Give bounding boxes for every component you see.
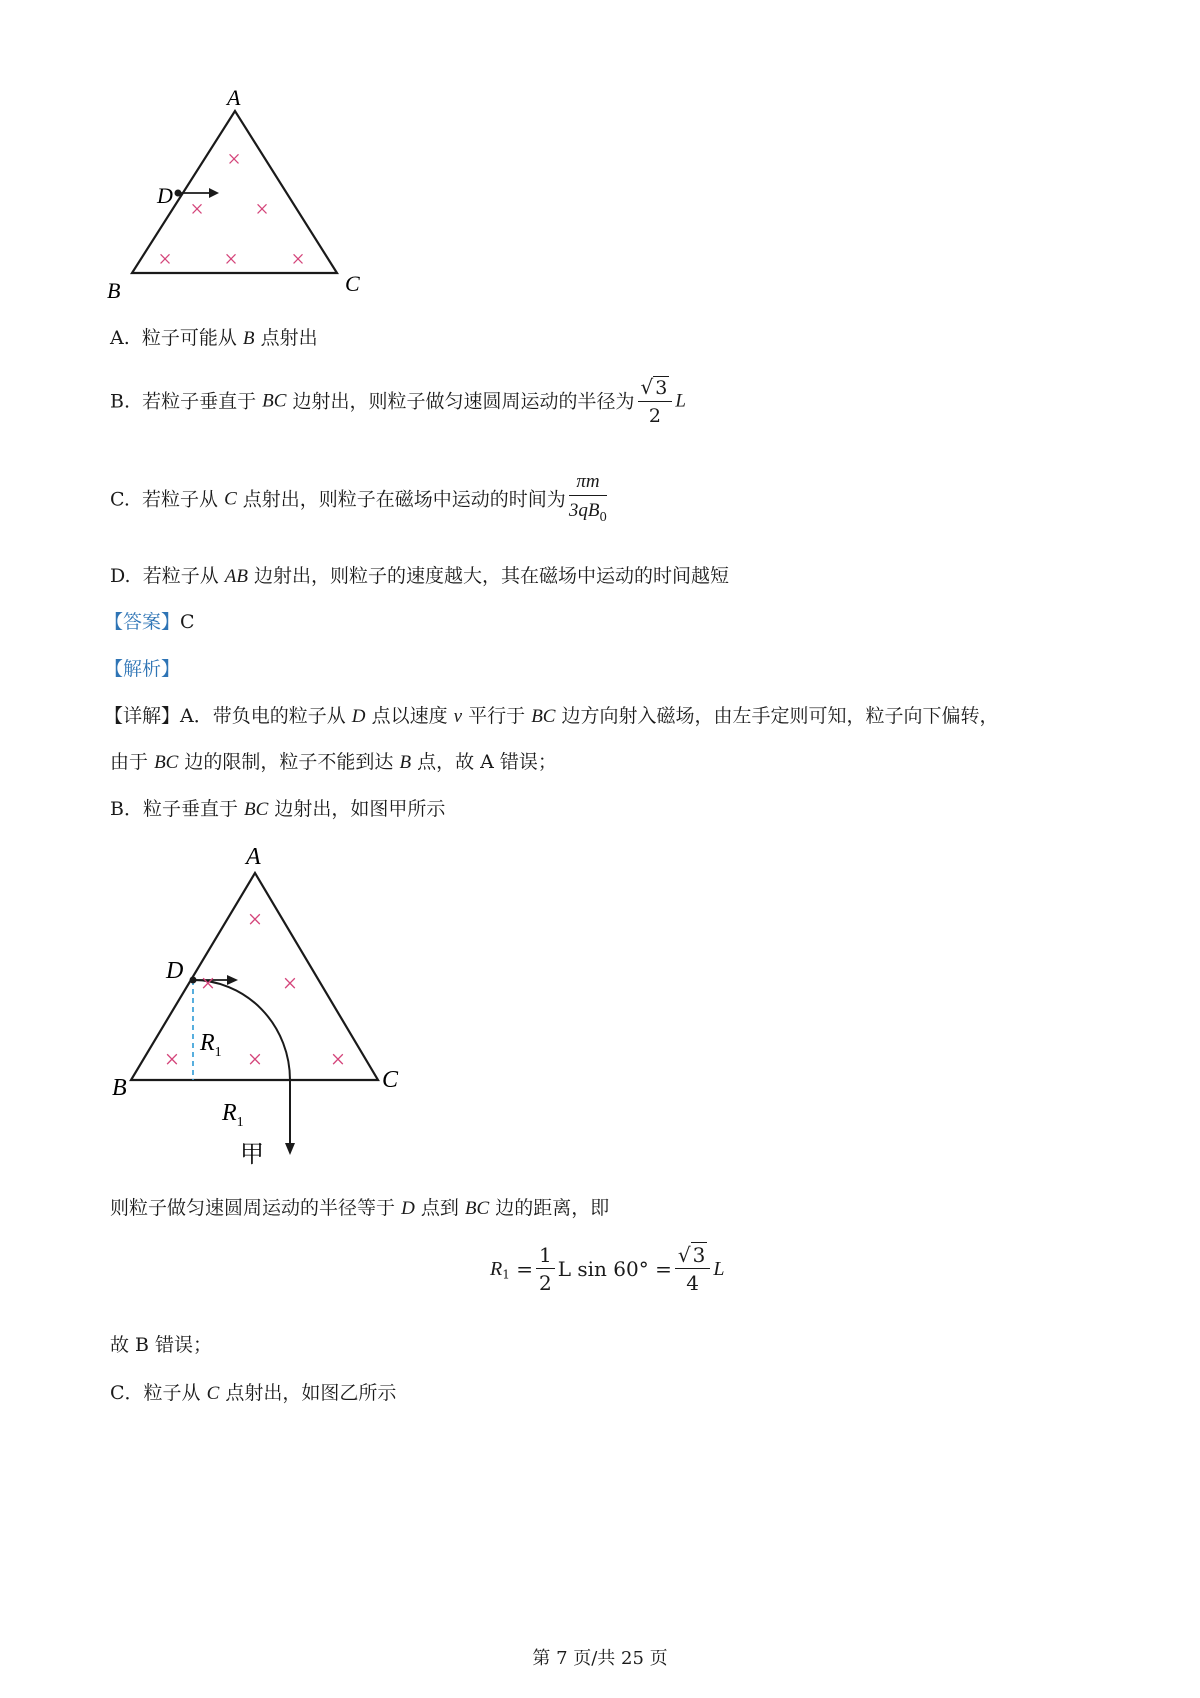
field-cross: × — [282, 969, 298, 998]
field-cross: × — [330, 1045, 346, 1074]
option-D: D. 若粒子从 AB 边射出，则粒子的速度越大，其在磁场中运动的时间越短 — [110, 565, 730, 587]
answer-line — [104, 609, 195, 635]
analysis-line — [104, 656, 180, 682]
magnetic-field-marks — [158, 147, 305, 273]
magnetic-field-marks — [165, 905, 346, 1074]
answer-tag: 【答案】 — [104, 611, 181, 633]
field-cross: × — [164, 1045, 180, 1074]
label-C: C — [382, 1067, 399, 1093]
field-cross: × — [224, 247, 238, 273]
figure-2-jia — [100, 835, 420, 1175]
velocity-arrowhead — [209, 188, 219, 198]
detail-line-3: B．粒子垂直于 BC 边射出，如图甲所示 — [110, 798, 446, 820]
after-line-2: 故 B 错误； — [110, 1334, 213, 1356]
field-cross: × — [255, 197, 269, 223]
label-B: B — [112, 1075, 127, 1101]
option-B: B. 若粒子垂直于 BC 边射出，则粒子做匀速圆周运动的半径为 $\frac{√ 3}{2}$ L — [110, 375, 686, 427]
fraction-sqrt3-over-2: $\frac{√ 3}{2}$ — [638, 375, 673, 428]
field-cross: × — [247, 905, 263, 934]
fraction-half: $\frac{1}{2}$ — [536, 1243, 555, 1295]
label-B: B — [107, 278, 121, 303]
analysis-tag: 【解析】 — [104, 658, 181, 680]
field-cross: × — [190, 197, 204, 223]
answer-value: C — [180, 611, 195, 633]
label-C: C — [345, 271, 360, 296]
radius-label-vertical: $R_1$ — [200, 1030, 222, 1060]
equation-R1: $R_1$ = $\frac{1}{2}$ L sin 60° = $\frac{√ 3}{4}$ L — [490, 1243, 725, 1295]
detail-line-2: 由于 BC 边的限制，粒子不能到达 B 点，故 A 错误； — [110, 751, 557, 773]
page-footer: 第 7 页/共 25 页 — [532, 1648, 668, 1669]
option-A: A. 粒子可能从 B 点射出 — [110, 327, 318, 349]
point-D — [190, 977, 197, 984]
field-cross: × — [247, 1045, 263, 1074]
field-cross: × — [227, 147, 241, 173]
fraction-time: $\frac{\pi m}{3qB_0}$ — [568, 471, 608, 524]
fraction-sqrt3-over-4: $\frac{√ 3}{4}$ — [675, 1243, 710, 1295]
figure-1-triangle — [95, 85, 385, 310]
detail-line-1: 【详解】A．带负电的粒子从 D 点以速度 v 平行于 BC 边方向射入磁场，由左手定则可知，粒子向下偏转， — [104, 705, 999, 727]
after-line-1: 则粒子做匀速圆周运动的半径等于 D 点到 BC 边的距离，即 — [110, 1197, 610, 1219]
after-line-3: C．粒子从 C 点射出，如图乙所示 — [110, 1382, 397, 1404]
field-cross: × — [200, 969, 216, 998]
radius-label-horizontal: $R_1$ — [222, 1100, 244, 1130]
field-cross: × — [158, 247, 172, 273]
option-C: C. 若粒子从 C 点射出，则粒子在磁场中运动的时间为 $\frac{\pi m}{3qB_0}$ — [110, 470, 610, 532]
label-D: D — [157, 183, 173, 208]
trajectory-arrowhead — [285, 1143, 295, 1155]
velocity-arrowhead — [227, 975, 238, 985]
label-D: D — [166, 958, 184, 984]
figure-caption: 甲 — [240, 1142, 264, 1168]
field-cross: × — [291, 247, 305, 273]
label-A: A — [246, 844, 261, 870]
label-A: A — [227, 85, 241, 110]
